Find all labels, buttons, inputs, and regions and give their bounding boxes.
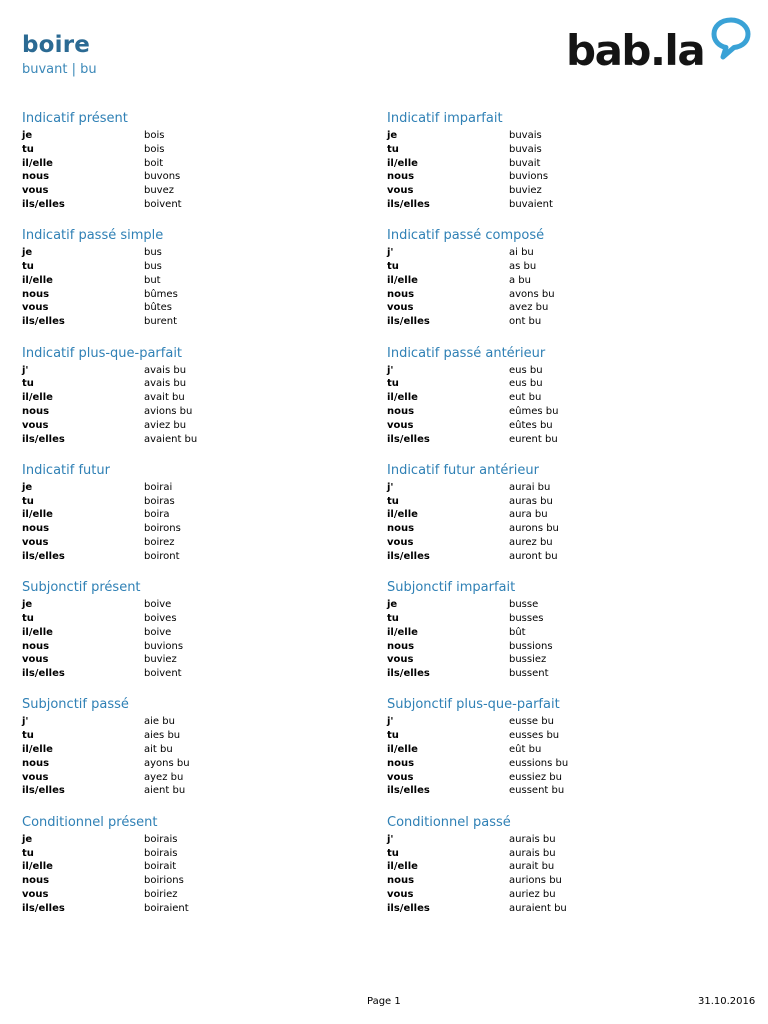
conjugation-row [387, 184, 727, 198]
conjugation-row [387, 522, 727, 536]
verb-form: eus bu [509, 364, 543, 376]
conjugation-row [22, 157, 362, 171]
verb-form: eussiez bu [509, 771, 562, 783]
verb-form: boirai [144, 481, 173, 493]
verb-form: aurais bu [509, 847, 556, 859]
conjugation-row [387, 157, 727, 171]
tense-block [387, 814, 727, 931]
conjugation-row [387, 536, 727, 550]
verb-form: aurons bu [509, 523, 559, 535]
pronoun: vous [387, 302, 414, 314]
verb-form: boirait [144, 861, 177, 873]
conjugation-row [387, 246, 727, 260]
pronoun: il/elle [387, 509, 418, 521]
tense-block [387, 579, 727, 696]
tense-heading: Conditionnel présent [22, 814, 158, 830]
pronoun: nous [387, 523, 415, 535]
conjugation-row [387, 743, 727, 757]
verb-form: buvait [509, 157, 541, 169]
pronoun: il/elle [387, 626, 418, 638]
pronoun: nous [22, 405, 50, 417]
verb-form: avais bu [144, 378, 187, 390]
pronoun: ils/elles [387, 316, 430, 328]
conjugation-row [387, 419, 727, 433]
pronoun: vous [22, 537, 49, 549]
conjugation-row [22, 198, 362, 212]
pronoun: il/elle [387, 157, 418, 169]
conjugation-row [387, 771, 727, 785]
tense-heading: Indicatif présent [22, 111, 128, 126]
pronoun: tu [22, 847, 34, 859]
conjugation-row [22, 170, 362, 184]
conjugation-row [22, 495, 362, 509]
verb-form: bût [509, 626, 526, 638]
conjugation-row [22, 184, 362, 198]
pronoun: vous [387, 185, 414, 197]
pronoun: tu [22, 143, 34, 155]
conjugation-row [387, 874, 727, 888]
pronoun: nous [22, 875, 50, 887]
conjugation-row [387, 653, 727, 667]
verb-form: avais bu [144, 364, 187, 376]
logo-text: bab.la [566, 26, 705, 75]
conjugation-row [387, 301, 727, 315]
tense-block [22, 110, 362, 227]
verb-form: aurait bu [509, 861, 555, 873]
conjugation-row [22, 391, 362, 405]
pronoun: vous [22, 888, 49, 900]
tense-heading: Subjonctif imparfait [387, 580, 516, 596]
conjugation-row [387, 405, 727, 419]
pronoun: tu [387, 495, 399, 507]
pronoun: il/elle [387, 392, 418, 404]
conjugation-row [387, 626, 727, 640]
pronoun: je [22, 833, 33, 845]
verb-form: boirais [144, 847, 178, 859]
conjugation-row [387, 847, 727, 861]
speech-bubble-icon [710, 16, 752, 60]
pronoun: vous [387, 888, 414, 900]
conjugation-row [22, 301, 362, 315]
conjugation-row [387, 550, 727, 564]
pronoun: il/elle [22, 157, 53, 169]
conjugation-row [22, 771, 362, 785]
verb-title: boire [22, 32, 91, 58]
conjugation-row [387, 729, 727, 743]
pronoun: ils/elles [387, 902, 430, 914]
conjugation-row [387, 757, 727, 771]
verb-form: eussions bu [509, 757, 569, 769]
pronoun: il/elle [22, 861, 53, 873]
conjugation-row [387, 433, 727, 447]
verb-form: boives [144, 612, 177, 624]
verb-form: boit [144, 157, 164, 169]
verb-form: aie bu [144, 716, 175, 728]
tense-block [387, 227, 727, 344]
conjugation-row [22, 315, 362, 329]
pronoun: vous [22, 654, 49, 666]
verb-form: eût bu [509, 744, 542, 756]
pronoun: il/elle [22, 274, 53, 286]
pronoun: nous [387, 640, 415, 652]
conjugation-row [22, 405, 362, 419]
conjugation-row [387, 640, 727, 654]
tense-heading: Conditionnel passé [387, 814, 511, 830]
pronoun: tu [387, 612, 399, 624]
conjugation-row [22, 784, 362, 798]
verb-form: ai bu [509, 247, 534, 259]
pronoun: vous [387, 537, 414, 549]
pronoun: tu [387, 847, 399, 859]
pronoun: tu [387, 143, 399, 155]
pronoun: il/elle [22, 744, 53, 756]
conjugation-row [22, 598, 362, 612]
conjugation-row [22, 246, 362, 260]
verb-form: ont bu [509, 316, 542, 328]
verb-form: eurent bu [509, 433, 558, 445]
conjugation-row [387, 598, 727, 612]
verb-form: avaient bu [144, 433, 198, 445]
verb-form: aurai bu [509, 481, 551, 493]
conjugation-row [22, 143, 362, 157]
verb-form: boivent [144, 198, 182, 210]
pronoun: ils/elles [22, 198, 65, 210]
conjugation-row [22, 833, 362, 847]
verb-form: eussent bu [509, 785, 565, 797]
pronoun: nous [387, 875, 415, 887]
conjugation-row [387, 129, 727, 143]
pronoun: ils/elles [22, 316, 65, 328]
verb-form: ait bu [144, 744, 173, 756]
pronoun: vous [387, 771, 414, 783]
conjugation-row [387, 667, 727, 681]
verb-form: eûtes bu [509, 419, 553, 431]
tense-block [22, 696, 362, 813]
conjugation-row [22, 288, 362, 302]
pronoun: j' [22, 364, 29, 376]
verb-form: bussent [509, 668, 549, 680]
verb-form: bussiez [509, 654, 547, 666]
verb-form: aviez bu [144, 419, 187, 431]
pronoun: vous [22, 771, 49, 783]
conjugation-row [22, 433, 362, 447]
verb-form: bus [144, 261, 162, 273]
verb-form: aurez bu [509, 537, 553, 549]
verb-form: eut bu [509, 392, 542, 404]
verb-form: bois [144, 130, 165, 141]
verb-form: buvais [509, 143, 542, 155]
pronoun: je [387, 130, 398, 141]
verb-form: boiraient [144, 902, 189, 914]
conjugation-row [387, 612, 727, 626]
conjugation-row [387, 315, 727, 329]
verb-form: boirons [144, 523, 181, 535]
conjugation-row [22, 129, 362, 143]
verb-form: boirions [144, 875, 184, 887]
pronoun: il/elle [387, 744, 418, 756]
conjugation-row [387, 833, 727, 847]
pronoun: je [22, 599, 33, 611]
verb-form: buvaient [509, 198, 553, 210]
verb-form: buvions [144, 640, 184, 652]
conjugation-row [387, 495, 727, 509]
verb-form: auraient bu [509, 902, 567, 914]
pronoun: vous [22, 419, 49, 431]
pronoun: il/elle [387, 274, 418, 286]
conjugation-row [22, 536, 362, 550]
conjugation-row [387, 508, 727, 522]
pronoun: j' [387, 833, 394, 845]
babla-logo [566, 16, 756, 82]
verb-form: aies bu [144, 730, 181, 742]
verb-form: buvons [144, 171, 181, 183]
pronoun: je [22, 481, 33, 493]
verb-form: ayons bu [144, 757, 190, 769]
conjugation-row [22, 653, 362, 667]
pronoun: j' [387, 247, 394, 259]
pronoun: vous [387, 419, 414, 431]
conjugation-row [22, 757, 362, 771]
conjugation-row [387, 902, 727, 916]
verb-form: boiront [144, 550, 180, 562]
conjugation-row [22, 888, 362, 902]
pronoun: ils/elles [387, 785, 430, 797]
conjugation-row [387, 274, 727, 288]
right-tense-column [387, 110, 727, 931]
conjugation-row [387, 260, 727, 274]
verb-form: auriez bu [509, 888, 556, 900]
verb-form: as bu [509, 261, 537, 273]
verb-form: boivent [144, 668, 182, 680]
verb-form: but [144, 274, 161, 286]
verb-form: ayez bu [144, 771, 184, 783]
verb-form: boive [144, 599, 172, 611]
pronoun: nous [387, 288, 415, 300]
tense-block [387, 345, 727, 462]
conjugation-row [22, 860, 362, 874]
conjugation-row [22, 612, 362, 626]
pronoun: ils/elles [22, 433, 65, 445]
conjugation-row [22, 729, 362, 743]
pronoun: vous [22, 302, 49, 314]
pronoun: ils/elles [387, 668, 430, 680]
tense-block [387, 696, 727, 813]
conjugation-row [387, 784, 727, 798]
tense-block [387, 110, 727, 227]
footer-date: 31.10.2016 [698, 996, 756, 1007]
verb-form: burent [144, 316, 177, 328]
verb-form: aurions bu [509, 875, 562, 887]
conjugation-row [22, 377, 362, 391]
pronoun: ils/elles [22, 785, 65, 797]
conjugation-row [22, 667, 362, 681]
verb-form: eus bu [509, 378, 543, 390]
verb-form: boiras [144, 495, 175, 507]
verb-form: boiriez [144, 888, 178, 900]
conjugation-row [22, 902, 362, 916]
pronoun: nous [387, 405, 415, 417]
pronoun: il/elle [387, 861, 418, 873]
verb-form: avait bu [144, 392, 185, 404]
tense-heading: Indicatif plus-que-parfait [22, 345, 183, 361]
verb-form: boive [144, 626, 172, 638]
conjugation-row [22, 640, 362, 654]
conjugation-row [22, 508, 362, 522]
pronoun: nous [22, 171, 50, 183]
pronoun: nous [22, 288, 50, 300]
tense-heading: Indicatif futur [22, 462, 110, 478]
conjugation-row [387, 860, 727, 874]
conjugation-row [387, 481, 727, 495]
pronoun: j' [387, 716, 394, 728]
pronoun: ils/elles [387, 433, 430, 445]
conjugation-row [22, 550, 362, 564]
left-tense-column [22, 110, 362, 931]
verb-form: buvez [144, 185, 175, 197]
conjugation-row [387, 888, 727, 902]
pronoun: ils/elles [387, 198, 430, 210]
pronoun: il/elle [22, 392, 53, 404]
pronoun: tu [22, 261, 34, 273]
tense-block [387, 462, 727, 579]
verb-form: aient bu [144, 785, 186, 797]
tense-heading: Indicatif passé simple [22, 228, 164, 244]
pronoun: tu [22, 378, 34, 390]
verb-form: buvais [509, 130, 542, 141]
conjugation-row [387, 377, 727, 391]
verb-form: bûmes [144, 288, 178, 300]
pronoun: vous [22, 185, 49, 197]
pronoun: j' [387, 364, 394, 376]
tense-heading: Indicatif imparfait [387, 111, 503, 126]
verb-form: bûtes [144, 302, 172, 314]
pronoun: vous [387, 654, 414, 666]
tense-block [22, 345, 362, 462]
tense-heading: Subjonctif passé [22, 697, 129, 713]
pronoun: j' [387, 481, 394, 493]
pronoun: tu [387, 730, 399, 742]
conjugation-row [22, 260, 362, 274]
tense-heading: Indicatif passé composé [387, 228, 545, 244]
verb-form: auras bu [509, 495, 553, 507]
verb-form: avez bu [509, 302, 549, 314]
verb-form: boirais [144, 833, 178, 845]
pronoun: je [22, 247, 33, 259]
pronoun: nous [22, 523, 50, 535]
tense-block [22, 227, 362, 344]
pronoun: tu [22, 730, 34, 742]
conjugation-row [387, 143, 727, 157]
conjugation-row [387, 364, 727, 378]
conjugation-row [387, 288, 727, 302]
tense-heading: Subjonctif plus-que-parfait [387, 697, 560, 713]
conjugation-row [22, 522, 362, 536]
tense-heading: Subjonctif présent [22, 580, 141, 596]
verb-form: auront bu [509, 550, 558, 562]
pronoun: je [22, 130, 33, 141]
conjugation-row [22, 847, 362, 861]
verb-form: avons bu [509, 288, 555, 300]
pronoun: ils/elles [22, 902, 65, 914]
pronoun: tu [22, 612, 34, 624]
verb-form: boirez [144, 537, 175, 549]
verb-form: boira [144, 509, 170, 521]
verb-participles: buvant | bu [22, 62, 97, 77]
conjugation-row [22, 626, 362, 640]
verb-form: buviez [144, 654, 177, 666]
pronoun: ils/elles [22, 668, 65, 680]
verb-form: busse [509, 599, 539, 611]
tense-block [22, 814, 362, 931]
pronoun: tu [387, 261, 399, 273]
verb-form: aura bu [509, 509, 548, 521]
pronoun: nous [22, 757, 50, 769]
conjugation-row [387, 715, 727, 729]
verb-form: busses [509, 612, 544, 624]
conjugation-row [387, 198, 727, 212]
verb-form: a bu [509, 274, 531, 286]
tense-block [22, 462, 362, 579]
conjugation-row [22, 419, 362, 433]
pronoun: tu [387, 378, 399, 390]
tense-heading: Indicatif futur antérieur [387, 462, 539, 478]
verb-form: eusses bu [509, 730, 560, 742]
page-number: Page 1 [367, 996, 401, 1007]
verb-form: aurais bu [509, 833, 556, 845]
tense-block [22, 579, 362, 696]
conjugation-row [22, 874, 362, 888]
verb-form: eusse bu [509, 716, 554, 728]
pronoun: il/elle [22, 626, 53, 638]
conjugation-row [22, 364, 362, 378]
pronoun: nous [387, 171, 415, 183]
verb-form: bussions [509, 640, 553, 652]
conjugation-row [387, 391, 727, 405]
pronoun: tu [22, 495, 34, 507]
pronoun: je [387, 599, 398, 611]
verb-form: avions bu [144, 405, 193, 417]
conjugation-row [22, 481, 362, 495]
verb-form: bois [144, 143, 165, 155]
tense-heading: Indicatif passé antérieur [387, 345, 546, 361]
pronoun: nous [22, 640, 50, 652]
conjugation-row [22, 274, 362, 288]
verb-form: buviez [509, 185, 542, 197]
conjugation-row [387, 170, 727, 184]
verb-form: bus [144, 247, 162, 259]
pronoun: j' [22, 716, 29, 728]
pronoun: ils/elles [22, 550, 65, 562]
verb-form: buvions [509, 171, 549, 183]
conjugation-row [22, 715, 362, 729]
pronoun: nous [387, 757, 415, 769]
pronoun: ils/elles [387, 550, 430, 562]
verb-form: eûmes bu [509, 405, 559, 417]
conjugation-row [22, 743, 362, 757]
pronoun: il/elle [22, 509, 53, 521]
